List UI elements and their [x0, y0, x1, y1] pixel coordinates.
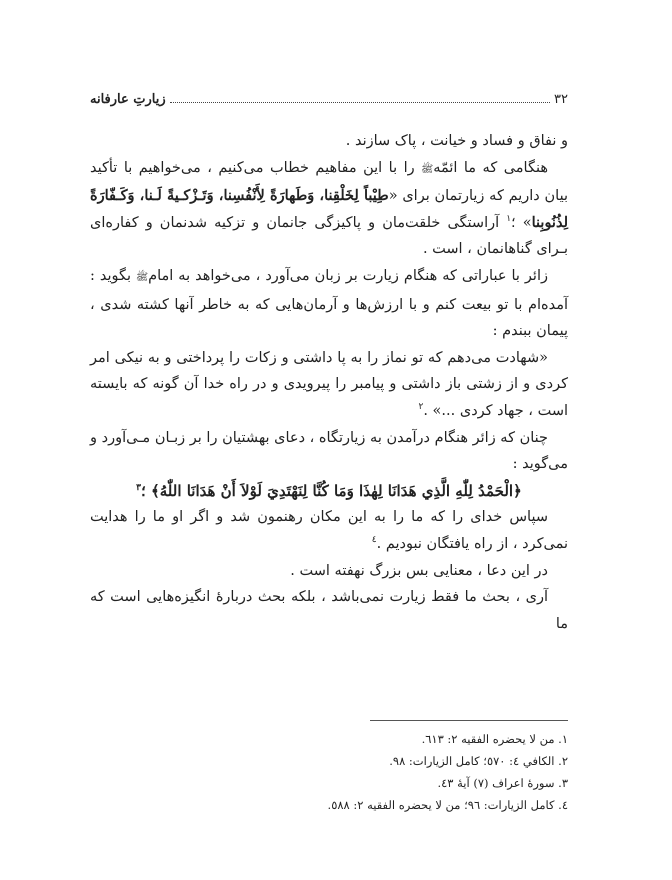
- header-title: زیارتِ عارفانه: [90, 92, 166, 107]
- footnote-2: ٢. الكافي ٤: ٥٧٠؛ كامل الزيارات: ٩٨.: [389, 754, 568, 768]
- footnote-3: ٣. سورهٔ اعراف (٧) آیهٔ ٤٣.: [437, 776, 568, 790]
- paragraph-1: و نفاق و فساد و خیانت ، پاک سازند .: [345, 133, 568, 149]
- salawat-glyph-2: ﷺ: [136, 271, 149, 283]
- paragraph-2: هنگامی که ما ائمّهﷺ را با این مفاهیم خطاب می‌کنیم ، می‌خواهیم با تأکید بیان داریم که زیارتمان برای «طِيْباً لِخَلْقِنا، وَطَهارَةً لِأَنْفُسِنا، وَتَـزْكـيةً لَـنا، وَكَـفّارَةً لِذُنُوبِنا» ؛$^١$ آراستگی خلقت‌مان و پاکیزگی جانمان و تزکیه شدنمان و کفاره‌ای بـرای گناهانمان ، است .: [90, 159, 568, 258]
- header-leader-dots: [170, 102, 550, 103]
- footnote-1: ١. من لا يحضره الفقيه ٢: ٦١٣.: [421, 732, 568, 746]
- footnote-4: ٤. كامل الزيارات: ٩٦؛ من لا يحضره الفقيه ٢: ٥٨٨.: [327, 798, 568, 812]
- body-text: [90, 128, 568, 637]
- paragraph-4: «شهادت می‌دهم که تو نماز را به پا داشتی و زکات را پرداختی و به نیکی امر کردی و از زشتی باز داشتی و پیامبر را پیرویدی و در راه خدا آن گونه که بایسته است ، جهاد کردی ...» .$^٢$: [90, 349, 568, 419]
- arabic-quote: طِيْباً لِخَلْقِنا، وَطَهارَةً لِأَنْفُسِنا، وَتَـزْكـيةً لَـنا، وَكَـفّارَةً لِذُنُوبِنا: [90, 187, 568, 231]
- paragraph-3: زائر با عباراتی که هنگام زیارت بر زبان می‌آورد ، می‌خواهد به امامﷺ بگوید : آمده‌ام با تو بیعت کنم و با ارزش‌ها و آرمان‌هایی که به خاطر آنها کشته شدی ، پیمان ببندم :: [90, 267, 568, 340]
- running-header: [90, 92, 568, 112]
- footnote-ref-2: ٢: [418, 402, 424, 413]
- paragraph-7: در این دعا ، معنایی بس بزرگ نهفته است .: [290, 562, 548, 579]
- footnote-ref-3: ٣: [136, 482, 141, 493]
- page-number: ۳۲: [554, 92, 568, 107]
- quran-verse: ﴿الْحَمْدُ لِلّٰهِ الَّذِي هَدَانَا لِهٰذَا وَمَا كُنَّا لِنَهْتَدِيَ لَوْلاَ أَنْ هَدَانَا اللّٰهُ﴾ ؛$^٣$: [136, 481, 522, 500]
- paragraph-5: چنان که زائر هنگام درآمدن به زیارتگاه ، دعای بهشتیان را بر زبـان مـی‌آورد و می‌گوید :: [90, 429, 568, 473]
- paragraph-8: آری ، بحث ما فقط زیارت نمی‌باشد ، بلکه بحث دربارهٔ انگیزه‌هایی است که ما: [90, 589, 568, 632]
- paragraph-6: سپاس خدای را که ما را به این مکان رهنمون شد و اگر او ما را هدایت نمی‌کرد ، از راه یافتگان نبودیم .$^٤$: [90, 509, 568, 552]
- footnotes: [90, 728, 568, 816]
- footnote-ref-1: ١: [506, 213, 512, 224]
- salawat-glyph: ﷺ: [421, 163, 434, 175]
- footnote-separator: [370, 720, 568, 721]
- footnote-ref-4: ٤: [371, 535, 377, 546]
